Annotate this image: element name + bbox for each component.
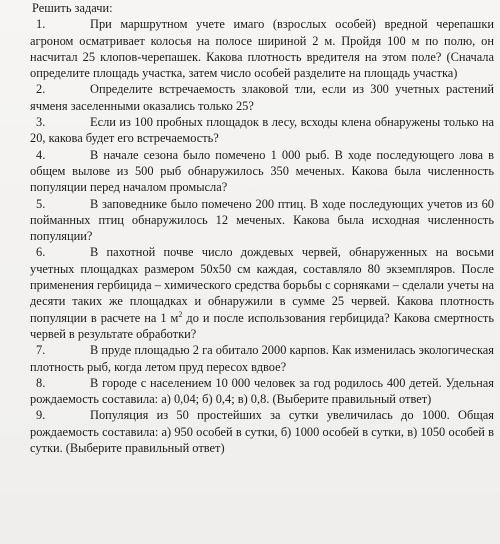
task-text: В заповеднике было помечено 200 птиц. В ходе последующих учетов из 60 пойманных птиц обнаружилось 12 меченых. Какова была исходная численность популяции? <box>30 196 494 244</box>
task-text: В пруде площадью 2 га обитало 2000 карпов. Как изменилась экологическая плотность рыб, когда летом пруд пересох вдвое? <box>30 343 494 374</box>
task-7 <box>30 342 494 375</box>
squared-superscript: 2 <box>178 309 183 319</box>
page-heading: Решить задачи: <box>32 1 113 15</box>
task-4 <box>30 147 494 196</box>
task-text: В начале сезона было помечено 1 000 рыб. В ходе последующего лова в общем вылове из 500 рыб обнаружилось 350 меченых. Какова была численность популяции перед началом промысла? <box>30 147 494 195</box>
task-text: Определите встречаемость злаковой тли, если из 300 учетных растений ячменя заселенными оказались только 25? <box>30 82 494 113</box>
task-text: Если из 100 пробных площадок в лесу, всходы клена обнаружены только на 20, какова будет его встречаемость? <box>30 115 494 146</box>
task-1 <box>30 16 494 81</box>
task-text: При маршрутном учете имаго (взрослых особей) вредной черепашки агроном осматривает колосья на полосе шириной 2 м. Пройдя 100 м по полю, он насчитал 25 клопов-черепашек. Какова плотность вредителя на этом поле? (Сначала определите площадь участка, затем число особей разделите на площадь участка) <box>30 17 494 81</box>
task-number: 9. <box>36 408 46 423</box>
task-number: 3. <box>36 115 46 130</box>
task-number: 1. <box>36 17 46 32</box>
task-number: 8. <box>36 375 46 390</box>
task-5 <box>30 196 494 245</box>
task-text: В городе с населением 10 000 человек за год родилось 400 детей. Удельная рождаемость составила: а) 0,04; б) 0,4; в) 0,8. (Выберите правильный ответ) <box>30 375 494 407</box>
task-8 <box>30 375 494 408</box>
task-number: 7. <box>36 343 46 358</box>
task-number: 5. <box>36 196 46 211</box>
task-text: Популяция из 50 простейших за сутки увеличилась до 1000. Общая рождаемость составила: а) 950 особей в сутки, б) 1000 особей в сутки, в) 1050 особей в сутки. (Выберите правильный ответ) <box>30 408 494 456</box>
task-6 <box>30 244 494 342</box>
task-number: 6. <box>36 245 46 260</box>
task-text-continued: до и после использования гербицида? Какова смертность червей в результате обработки? <box>30 310 494 341</box>
task-3 <box>30 114 494 147</box>
task-number: 2. <box>36 82 46 97</box>
task-9 <box>30 407 494 456</box>
task-number: 4. <box>36 147 46 162</box>
task-text: В пахотной почве число дождевых червей, обнаруженных на восьми учетных площадках размером 50х50 см каждая, составляло 80 экземпляров. После применения гербицида – химического средства борьбы с сорняками – сделали учеты на десяти таких же площадках и обнаружили в сумме 25 червей. Какова плотность популяции в расчете на 1 м <box>30 245 495 325</box>
task-2 <box>30 81 494 114</box>
